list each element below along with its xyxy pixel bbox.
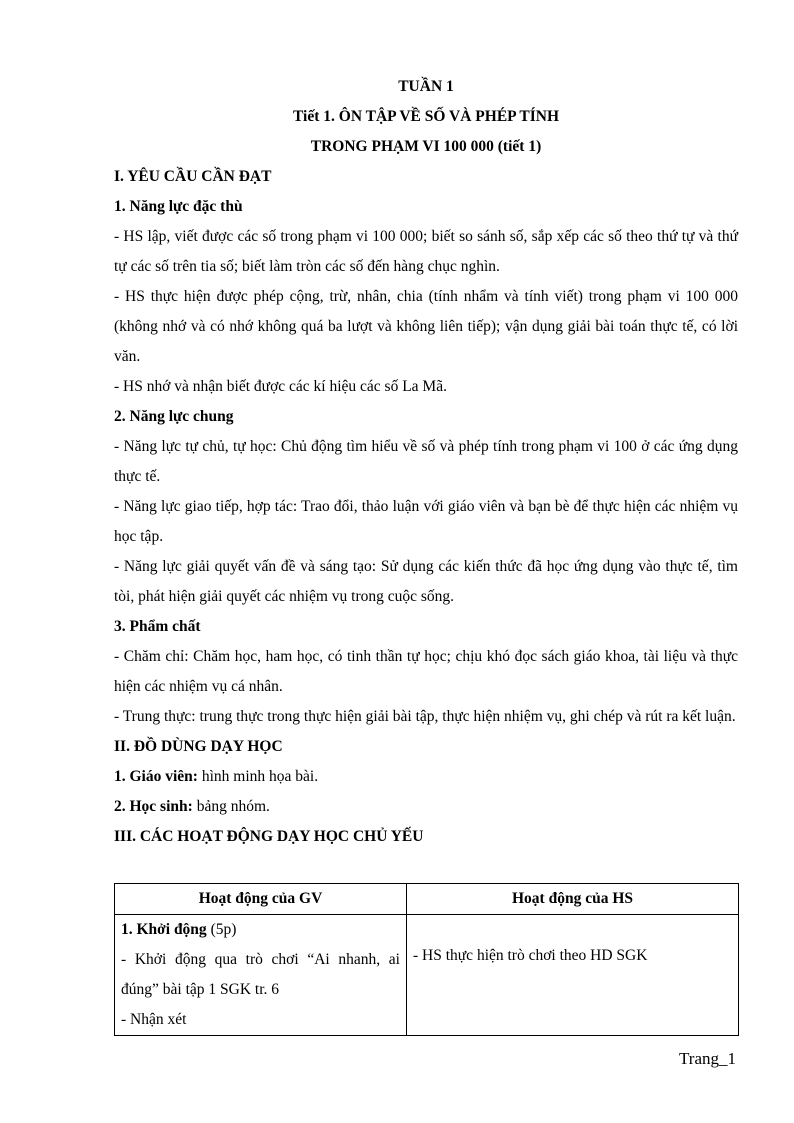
table-row [115, 915, 739, 1036]
section-1-heading: I. YÊU CẦU CẦN ĐẠT [114, 168, 272, 185]
section-3-heading: III. CÁC HOẠT ĐỘNG DẠY HỌC CHỦ YẾU [114, 828, 424, 845]
page-number: Trang_1 [679, 1049, 736, 1068]
teacher-materials [114, 762, 738, 792]
paragraph: - Năng lực giải quyết vấn đề và sáng tạo: Sử dụng các kiến thức đã học ứng dụng vào thực tế, tìm tòi, phát hiện giải quyết các nhiệm vụ trong cuộc sống. [114, 558, 738, 605]
gv-line: - Khởi động qua trò chơi “Ai nhanh, ai đúng” bài tập 1 SGK tr. 6 [121, 951, 400, 998]
teacher-text: hình minh họa bài. [197, 768, 319, 785]
hs-cell [407, 915, 739, 1036]
student-label: 2. Học sinh: [114, 798, 193, 815]
table-header-row [115, 884, 739, 915]
activity-title: 1. Khởi động [121, 921, 207, 938]
subsection-1-1-heading: 1. Năng lực đặc thù [114, 198, 243, 215]
gv-line: - Nhận xét [121, 1011, 187, 1028]
subsection-1-2-heading: 2. Năng lực chung [114, 408, 234, 425]
subsection-1-3-heading: 3. Phẩm chất [114, 618, 201, 635]
paragraph: - HS thực hiện được phép cộng, trừ, nhân, chia (tính nhẩm và tính viết) trong phạm vi 100 000 (không nhớ và có nhớ không quá ba lượt và không liên tiếp); vận dụng giải bài toán thực tế, có lời văn. [114, 288, 738, 365]
gv-activity-title [121, 915, 400, 945]
hs-line: - HS thực hiện trò chơi theo HD SGK [413, 947, 648, 964]
paragraph: - HS lập, viết được các số trong phạm vi 100 000; biết so sánh số, sắp xếp các số theo thứ tự và thứ tự các số trên tia số; biết làm tròn các số đến hàng chục nghìn. [114, 228, 738, 275]
paragraph: - Năng lực tự chủ, tự học: Chủ động tìm hiểu về số và phép tính trong phạm vi 100 ở các ứng dụng thực tế. [114, 438, 738, 485]
activity-time: (5p) [206, 921, 237, 938]
gv-cell [115, 915, 407, 1036]
column-header-hs: Hoạt động của HS [407, 884, 739, 915]
lesson-scope: TRONG PHẠM VI 100 000 (tiết 1) [310, 138, 542, 155]
teacher-label: 1. Giáo viên: [114, 768, 198, 785]
paragraph: - Chăm chỉ: Chăm học, ham học, có tinh thần tự học; chịu khó đọc sách giáo khoa, tài liệu và thực hiện các nhiệm vụ cá nhân. [114, 648, 738, 695]
week-title: TUẦN 1 [398, 78, 454, 95]
paragraph: - Trung thực: trung thực trong thực hiện giải bài tập, thực hiện nhiệm vụ, ghi chép và rút ra kết luận. [114, 708, 736, 725]
paragraph: - Năng lực giao tiếp, hợp tác: Trao đổi, thảo luận với giáo viên và bạn bè để thực hiện các nhiệm vụ học tập. [114, 498, 738, 545]
document-body [114, 72, 738, 852]
activities-table [114, 883, 739, 1036]
student-materials [114, 792, 738, 822]
column-header-gv: Hoạt động của GV [115, 884, 407, 915]
paragraph: - HS nhớ và nhận biết được các kí hiệu các số La Mã. [114, 378, 447, 395]
student-text: bảng nhóm. [192, 798, 270, 815]
lesson-title: Tiết 1. ÔN TẬP VỀ SỐ VÀ PHÉP TÍNH [293, 108, 559, 125]
section-2-heading: II. ĐỒ DÙNG DẠY HỌC [114, 738, 283, 755]
